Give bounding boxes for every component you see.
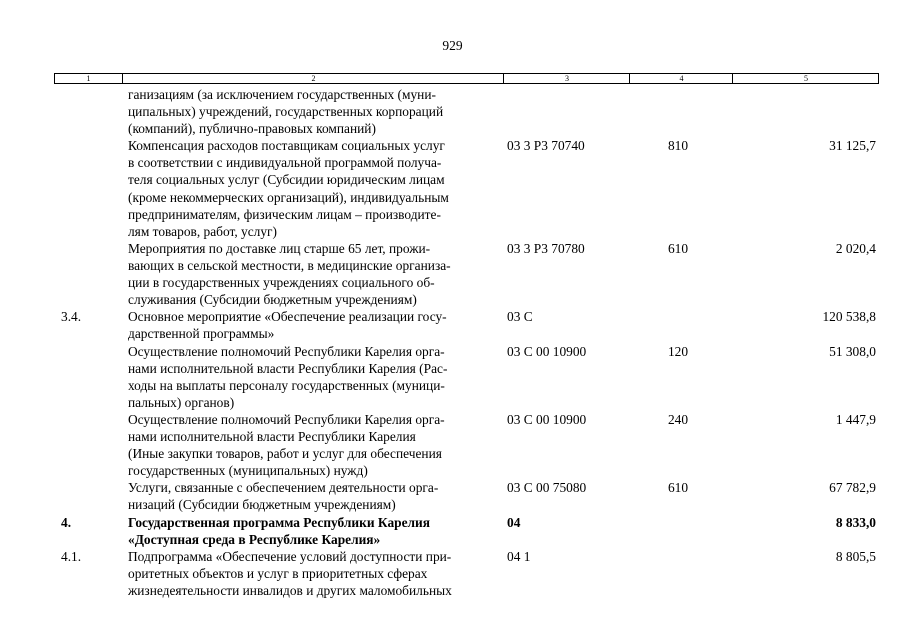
row-amount: 2 020,4 — [835, 240, 876, 256]
row-description — [128, 479, 500, 513]
description-line: в соответствии с индивидуальной программой получа- — [128, 155, 442, 171]
description-line: Государственная программа Республики Карелия — [128, 514, 431, 530]
row-description — [128, 548, 500, 599]
description-line: (компаний), публично-правовых компаний) — [128, 121, 376, 137]
row-expense-type: 610 — [667, 240, 689, 256]
description-line: нами исполнительной власти Республики Карелия — [128, 428, 416, 444]
row-description — [128, 308, 500, 342]
row-target-code: 03 3 Р3 70740 — [507, 138, 585, 154]
header-col-3: 3 — [503, 74, 630, 83]
description-line: теля социальных услуг (Субсидии юридическим лицам — [128, 172, 445, 188]
row-target-code: 03 С 00 10900 — [507, 411, 587, 427]
row-amount: 51 308,0 — [829, 343, 876, 359]
row-target-code: 03 С 00 75080 — [507, 480, 587, 496]
description-line: ципальных) учреждений, государственных корпораций — [128, 104, 444, 120]
description-line: служивания (Субсидии бюджетным учреждениям) — [128, 292, 417, 308]
description-line: лям товаров, работ, услуг) — [128, 223, 278, 239]
table-header-row — [54, 73, 879, 84]
description-line: Осуществление полномочий Республики Карелия орга- — [128, 411, 445, 427]
row-expense-type: 810 — [667, 138, 689, 154]
row-target-code: 03 С 00 10900 — [507, 343, 587, 359]
description-line: ходы на выплаты персоналу государственных (муници- — [128, 377, 445, 393]
description-line: Осуществление полномочий Республики Карелия орга- — [128, 343, 445, 359]
row-amount: 8 805,5 — [835, 548, 876, 564]
row-number: 4.1. — [61, 548, 82, 564]
header-col-4: 4 — [629, 74, 733, 83]
description-line: предпринимателям, физическим лицам – производите- — [128, 206, 441, 222]
row-target-code: 03 3 Р3 70780 — [507, 240, 585, 256]
header-col-2: 2 — [122, 74, 504, 83]
row-amount: 8 833,0 — [835, 514, 876, 530]
row-expense-type: 610 — [667, 480, 689, 496]
row-target-code: 04 1 — [507, 548, 531, 564]
page-number: 929 — [442, 38, 463, 53]
description-line: Услуги, связанные с обеспечением деятельности орга- — [128, 480, 439, 496]
header-col-5: 5 — [732, 74, 879, 83]
row-description — [128, 86, 500, 137]
row-description — [128, 411, 500, 479]
row-description — [128, 240, 500, 308]
row-description — [128, 343, 500, 411]
description-line: (кроме некоммерческих организаций), индивидуальным — [128, 189, 449, 205]
description-line: «Доступная среда в Республике Карелия» — [128, 531, 381, 547]
row-amount: 67 782,9 — [829, 480, 876, 496]
description-line: пальных) органов) — [128, 394, 235, 410]
row-amount: 1 447,9 — [835, 411, 876, 427]
row-description — [128, 137, 500, 240]
description-line: (Иные закупки товаров, работ и услуг для обеспечения — [128, 446, 442, 462]
row-number: 3.4. — [61, 309, 82, 325]
description-line: Подпрограмма «Обеспечение условий доступности при- — [128, 548, 452, 564]
row-target-code: 04 — [507, 514, 521, 530]
row-target-code: 03 С — [507, 309, 533, 325]
description-line: жизнедеятельности инвалидов и других маломобильных — [128, 582, 452, 598]
description-line: государственных (муниципальных) нужд) — [128, 463, 368, 479]
row-expense-type: 120 — [667, 343, 689, 359]
description-line: оритетных объектов и услуг в приоритетных сферах — [128, 565, 428, 581]
description-line: низаций (Субсидии бюджетным учреждениям) — [128, 497, 396, 513]
description-line: Основное мероприятие «Обеспечение реализации госу- — [128, 309, 447, 325]
description-line: Мероприятия по доставке лиц старше 65 лет, прожи- — [128, 240, 431, 256]
row-amount: 31 125,7 — [829, 138, 876, 154]
description-line: нами исполнительной власти Республики Карелия (Рас- — [128, 360, 448, 376]
row-number: 4. — [61, 514, 72, 530]
row-expense-type: 240 — [667, 411, 689, 427]
description-line: Компенсация расходов поставщикам социальных услуг — [128, 138, 445, 154]
description-line: ганизациям (за исключением государственных (муни- — [128, 87, 436, 102]
row-amount: 120 538,8 — [822, 309, 876, 325]
description-line: дарственной программы» — [128, 326, 275, 342]
header-col-1: 1 — [86, 74, 91, 83]
description-line: ции в государственных учреждениях социального об- — [128, 275, 435, 291]
row-description — [128, 514, 500, 548]
description-line: вающих в сельской местности, в медицинские организа- — [128, 257, 451, 273]
